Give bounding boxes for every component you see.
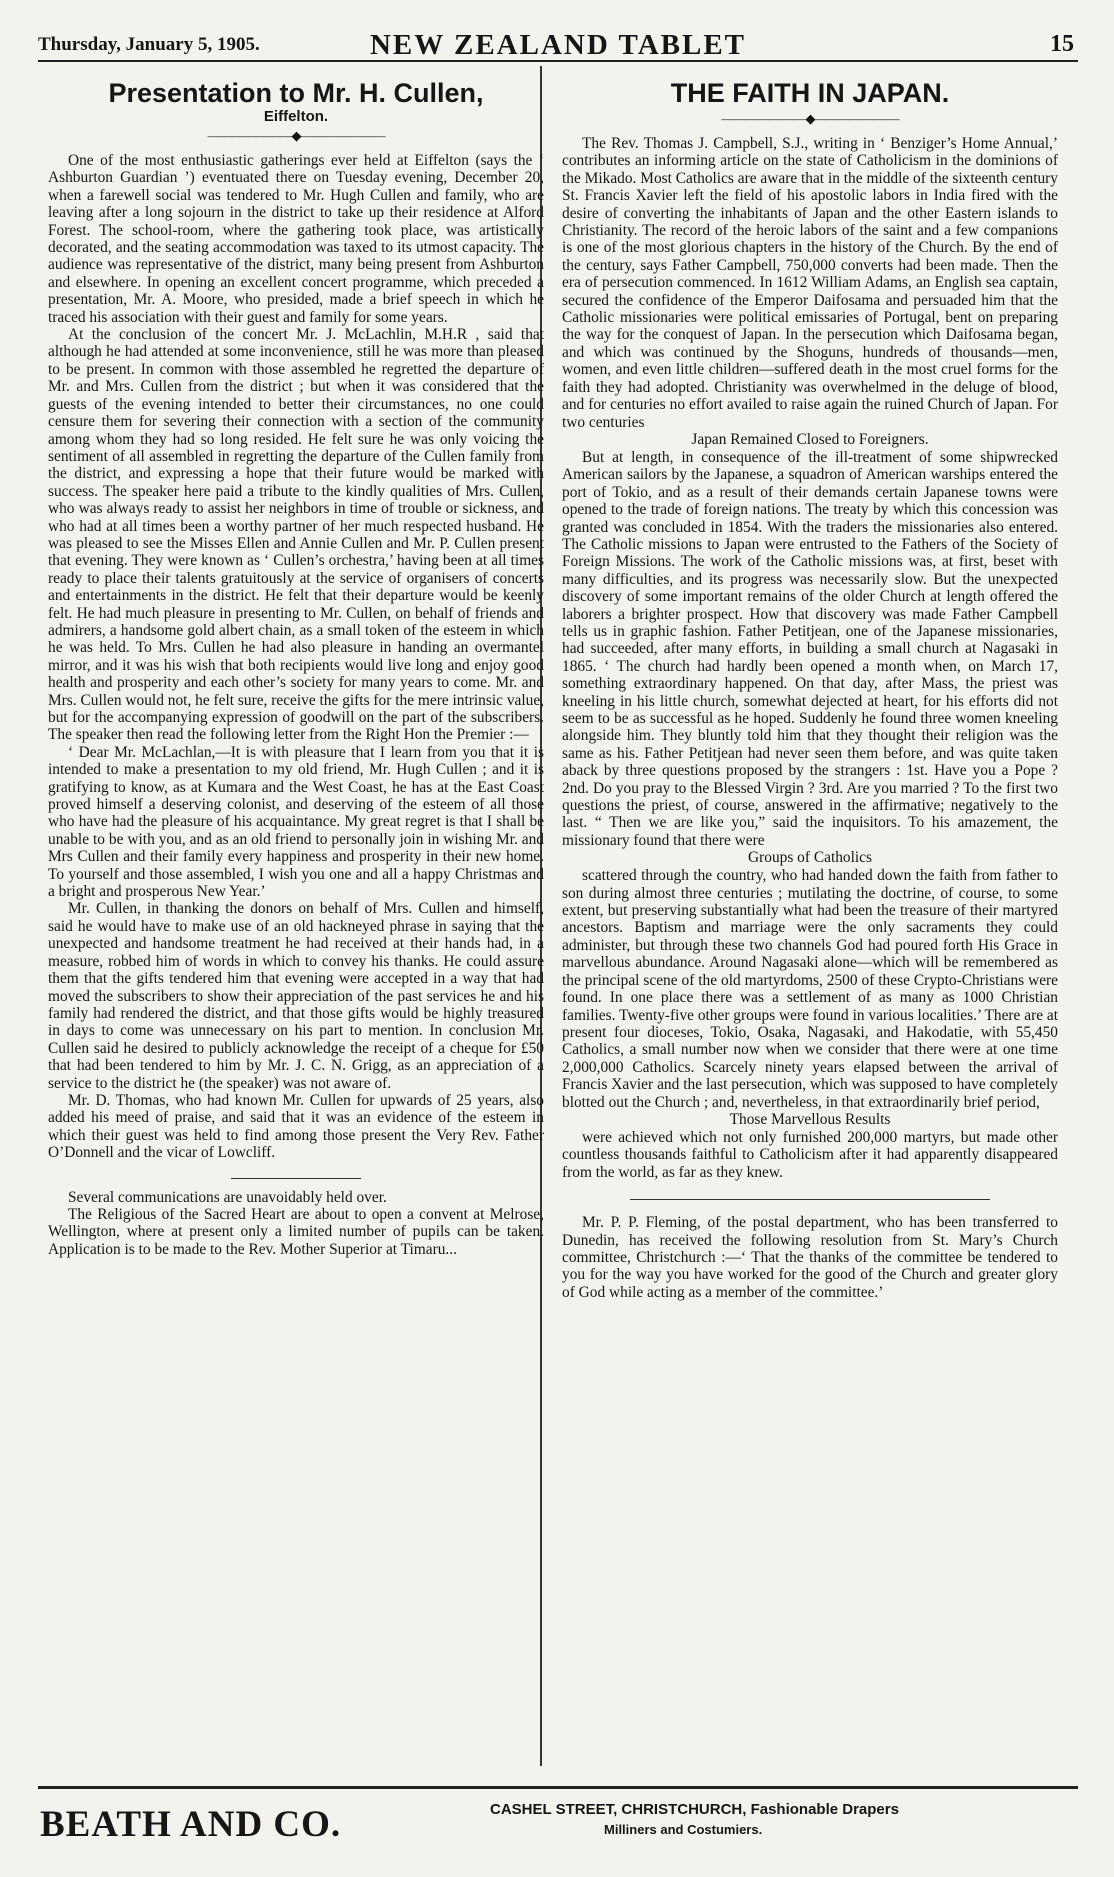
notice-paragraph: Mr. P. P. Fleming, of the postal department, who has been transferred to Dunedin, has received the following resolution from St. Mary’s Church committee, Christchurch :—‘ That the thanks of the committee be tendered to you for the way you have worked for the good of the Church and greater glory of God while acting as a member of the committee.’ <box>562 1214 1058 1301</box>
masthead <box>38 28 1078 62</box>
issue-date: Thursday, January 5, 1905. <box>38 34 260 55</box>
crosshead: Groups of Catholics <box>748 849 872 867</box>
newspaper-title: NEW ZEALAND TABLET <box>369 29 747 61</box>
ornament-rule: ———————◆——————— <box>721 111 899 126</box>
notice-paragraph: Several communications are unavoidably held over. <box>68 1188 387 1206</box>
paragraph: One of the most enthusiastic gatherings ever held at Eiffelton (says the ‘ Ashburton Guardian ’) eventuated there on Tuesday evening, December 20, when a farewell social was tendered to Mr. Hugh Cullen and family, who are leaving after a long sojourn in the district to take up their residence at Alford Forest. The school-room, where the gathering took place, was artistically decorated, and the seating accommodation was taxed to its utmost capacity. The audience was representative of the district, many being present from Ashburton and elsewhere. In opening an excellent concert programme, which preceded a presentation, Mr. A. Moore, who presided, made a brief speech in which he traced his association with their guest and family for some years. <box>48 152 544 326</box>
right-column <box>562 70 1058 1760</box>
paragraph: scattered through the country, who had handed down the faith from father to son during almost three centuries ; mutilating the doctrine, of course, to some extent, but preserving substantially what had been the treasure of their martyred ancestors. Baptism and marriage were the only sacraments they could administer, but through these two channels God had poured forth His Grace in marvellous abundance. Around Nagasaki alone—which will be remembered as the principal scene of the old martyrdoms, 2500 of these Crypto-Christians were found. In one place there was a settlement of as many as 1000 Christian families. Twenty-five other groups were found in various localities.’ There are at present four dioceses, Tokio, Osaka, Nagasaki, and Hakodatie, with 55,450 Catholics, a small number now when we consider that there were at one time 2,000,000 Catholics. Scarcely ninety years elapsed between the arrival of Francis Xavier and the last persecution, which was supposed to have completely blotted out the Church ; and, nevertheless, in that extraordinarily brief period, <box>562 867 1058 1111</box>
notices-block <box>48 1189 544 1259</box>
paragraph: At the conclusion of the concert Mr. J. McLachlin, M.H.R , said that although he had attended at some inconvenience, still he was more than pleased to be present. In common with those assembled he regretted the departure of Mr. and Mrs. Cullen from the district ; but when it was considered that the guests of the evening intended to better their circumstances, no one could censure them for severing their connection with a section of the community among whom they had so long resided. He felt sure he was only voicing the sentiment of all assembled in regretting the departure of the Cullen family from the district, and expressing a hope that their future would be marked with success. The speaker here paid a tribute to the kindly qualities of Mrs. Cullen, who was always ready to assist her neighbors in time of trouble or sickness, and who had at all times been a worthy partner of her much respected husband. He was pleased to see the Misses Ellen and Annie Cullen and Mr. P. Cullen present that evening. They were known as ‘ Cullen’s orchestra,’ having been at all times ready to place their talents gratuitously at the service of organisers of concerts and entertainments in the district. He felt that their departure would be keenly felt. He had much pleasure in presenting to Mr. Cullen, on behalf of friends and admirers, a handsome gold albert chain, as a small token of the esteem in which he was held. To Mrs. Cullen he had also pleasure in handing an overmantel mirror, and it was his wish that both recipients would live long and enjoy good health and prosperity and each other’s society for many years to come. Mr. and Mrs. Cullen would not, he felt sure, receive the gifts for the mere intrinsic value, but for the accompanying expression of goodwill on the part of the subscribers. The speaker then read the following letter from the Right Hon the Premier :— <box>48 326 544 744</box>
footer-advertisement <box>38 1786 1078 1859</box>
crosshead: Those Marvellous Results <box>729 1110 891 1128</box>
notice-fleming <box>562 1214 1058 1301</box>
page-number: 15 <box>1050 31 1074 57</box>
ornament-rule: ———————◆——————— <box>207 128 385 143</box>
notice-paragraph: The Religious of the Sacred Heart are about to open a convent at Melrose, Wellington, where at present only a limited number of pupils can be taken. Application is to be made to the Rev. Mother Superior at Timaru... <box>48 1205 544 1258</box>
article-body-presentation <box>48 152 544 1162</box>
section-separator <box>231 1178 361 1179</box>
paragraph: Mr. D. Thomas, who had known Mr. Cullen for upwards of 25 years, also added his meed of praise, and said that it was an evidence of the esteem in which their guest was held to find among those present the Very Rev. Father O’Donnell and the vicar of Lowcliff. <box>48 1091 544 1162</box>
article-subhead-eiffelton: Eiffelton. <box>263 108 329 125</box>
article-headline-faith-in-japan: THE FAITH IN JAPAN. <box>670 78 950 108</box>
paragraph: Mr. Cullen, in thanking the donors on behalf of Mrs. Cullen and himself, said he would have to make use of an old hackneyed phrase in saying that the unexpected and handsome treatment he had received at their hands had, in a measure, robbed him of words in which to convey his thanks. He could assure them that the gifts tendered him that evening were accepted in a way that had moved the subscribers to show their appreciation of the past services he and his family had rendered the district, and that those gifts would be highly treasured in days to come was unnecessary on his part to mention. In conclusion Mr. Cullen said he desired to publicly acknowledge the receipt of a cheque for £50 that had been tendered to him by Mr. J. C. N. Grigg, as an appreciation of a service to the district he (the speaker) was not aware of. <box>48 900 544 1092</box>
crosshead: Japan Remained Closed to Foreigners. <box>691 430 929 448</box>
left-column <box>48 70 544 1760</box>
article-headline-presentation: Presentation to Mr. H. Cullen, <box>108 78 484 108</box>
advertiser-name: BEATH AND CO. <box>40 1804 342 1845</box>
section-separator <box>630 1199 990 1200</box>
paragraph: The Rev. Thomas J. Campbell, S.J., writing in ‘ Benziger’s Home Annual,’ contributes an informing article on the state of Catholicism in the dominions of the Mikado. Most Catholics are aware that in the middle of the sixteenth century St. Francis Xavier left the field of his apostolic labors in India fired with the desire of converting the inhabitants of Japan and the other Eastern islands to Christianity. The record of the heroic labors of the saint and a few companions is one of the most glorious chapters in the history of the Church. By the end of the century, says Father Campbell, 750,000 converts had been made. Then the era of persecution commenced. In 1612 William Adams, an English sea captain, secured the confidence of the Emperor Daifosama and persuaded him that the Catholic missionaries were political emissaries of Portugal, bent on preparing the way for the conquest of Japan. In the persecution which Daifosama began, and which was continued by the Shoguns, hundreds of thousands—men, women, and even little children—suffered death in the most cruel forms for the faith they had adopted. Christianity was overwhelmed in the deluge of blood, and for centuries no effort availed to raise again the ruined Church of Japan. For two centuries <box>562 135 1058 431</box>
paragraph: But at length, in consequence of the ill-treatment of some shipwrecked American sailors by the Japanese, a squadron of American warships entered the port of Tokio, and as a result of their demands certain Japanese towns were opened to the trade of foreign nations. The treaty by which this concession was granted was concluded in 1854. With the traders the missionaries also entered. The Catholic missions to Japan were entrusted to the Fathers of the Society of Foreign Missions. The work of the Catholic missions was, at first, beset with many difficulties, and its progress was necessarily slow. But the unexpected discovery of some important remains of the older Church at length offered the laborers a brighter prospect. How that discovery was made Father Campbell tells us in graphic fashion. Father Petitjean, one of the Japanese missionaries, had succeeded, after many efforts, in building a small church at Nagasaki in 1865. ‘ The church had hardly been opened a month when, on March 17, something extraordinary happened. On that day, after Mass, the priest was kneeling in his little church, somewhat dejected at heart, for his efforts did not seem to be as successful as he hoped. Suddenly he found three women kneeling alongside him. They bluntly told him that they thought their religion was the same as his. Father Petitjean had never seen them before, and was quite taken aback by three questions proposed by the strangers : 1st. Have you a Pope ? 2nd. Do you pray to the Blessed Virgin ? 3rd. Are you married ? To the first two questions the priest, of course, answered in the affirmative; negatively to the last. “ Then we are like you,” said the inquisitors. To his amazement, the missionary found that there were <box>562 448 1058 849</box>
paragraph: were achieved which not only furnished 200,000 martyrs, but made other countless thousands faithful to Catholicism after it had apparently disappeared from the world, as far as they knew. <box>562 1128 1058 1181</box>
article-body-japan <box>562 135 1058 1181</box>
advertiser-trades: Milliners and Costumiers. <box>604 1822 763 1837</box>
paragraph: ‘ Dear Mr. McLachlan,—It is with pleasure that I learn from you that it is intended to make a presentation to my old friend, Mr. Hugh Cullen ; and it is gratifying to know, as at Kumara and the West Coast, he has at the East Coast proved himself a deserving colonist, and deserving of the esteem of all those who have had the pleasure of his acquaintance. My great regret is that I shall be unable to be with you, and as an old friend to personally join in wishing Mr. and Mrs Cullen and their family every happiness and prosperity in their new home. To yourself and those assembled, I wish you one and all a happy Christmas and a bright and prosperous New Year.’ <box>48 743 544 901</box>
advertiser-address: CASHEL STREET, CHRISTCHURCH, Fashionable Drapers <box>490 1801 899 1818</box>
